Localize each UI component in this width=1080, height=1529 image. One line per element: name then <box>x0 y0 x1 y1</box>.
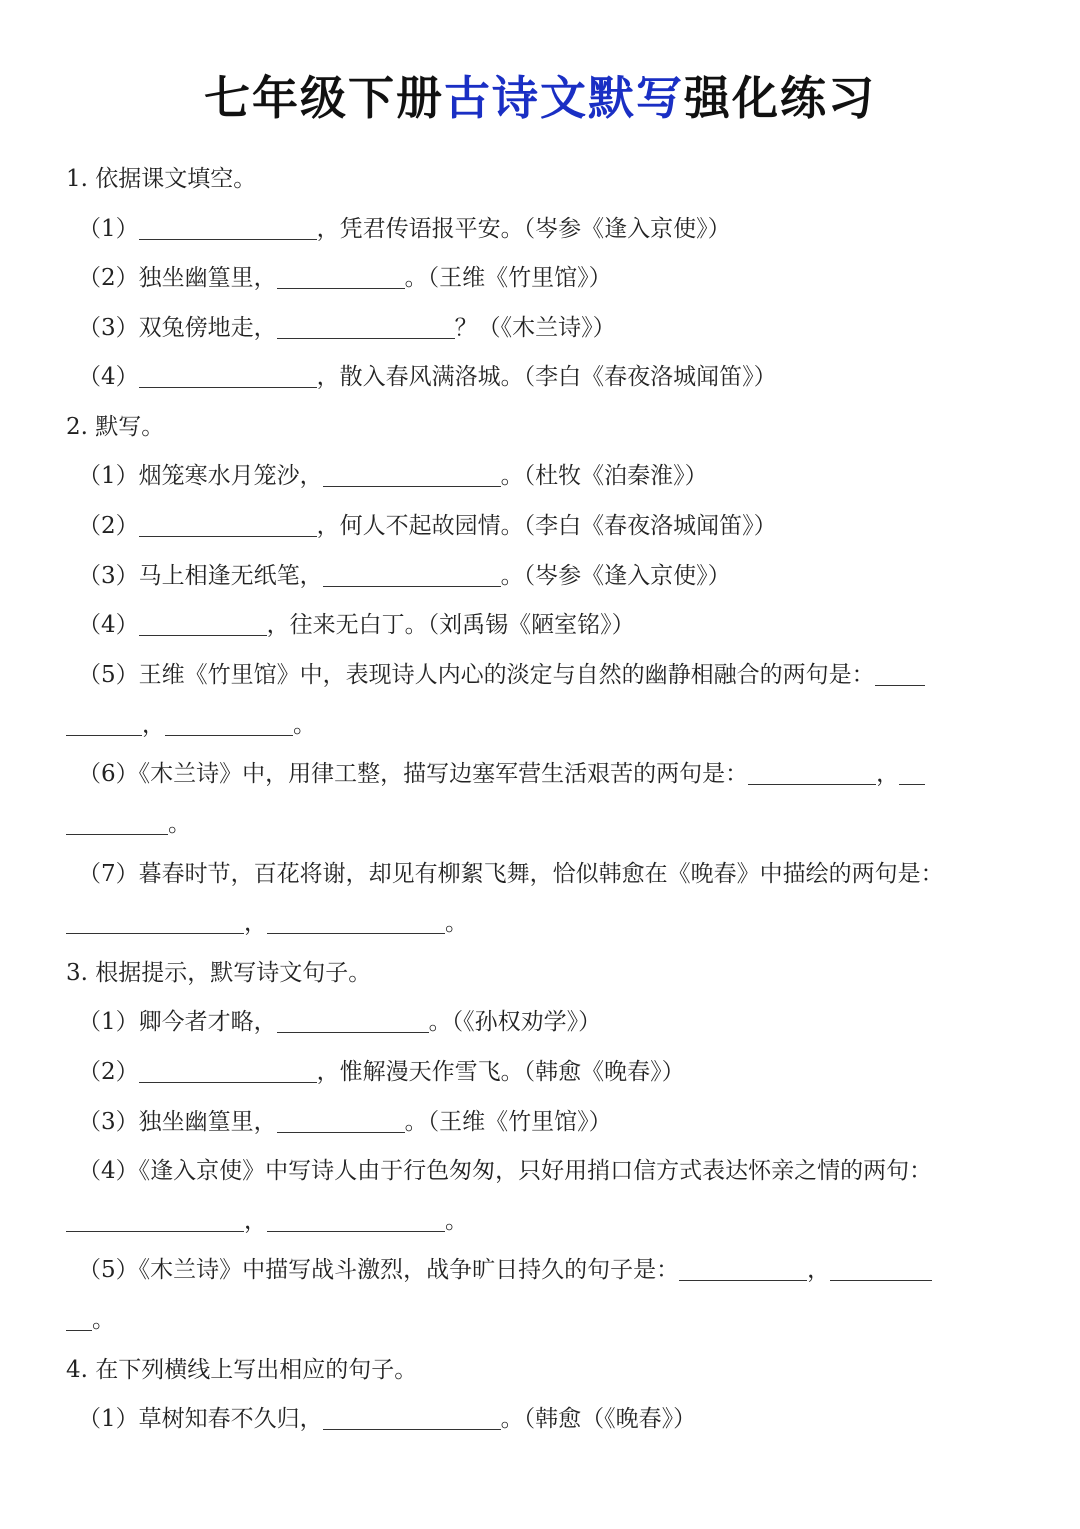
item-number: （1） <box>78 1009 139 1035</box>
question-item: （2） ，惟解漫天作雪飞。（韩愈《晚春》） <box>78 1059 685 1085</box>
item-number: （4） <box>78 364 139 390</box>
item-number: （2） <box>78 513 139 539</box>
question-item: （3）马上相逢无纸笔， 。（岑参《逢入京使》） <box>78 563 731 589</box>
answer-blank[interactable] <box>267 1209 445 1232</box>
question-continuation: ， 。 <box>66 706 1020 739</box>
question-item: （6）《木兰诗》中，用律工整，描写边塞军营生活艰苦的两句是： ， <box>78 755 1020 788</box>
item-number: （2） <box>78 265 139 291</box>
answer-blank[interactable] <box>267 911 445 934</box>
section-heading: 2. 默写。 <box>66 414 165 440</box>
question-continuation: ， 。 <box>66 904 1020 937</box>
item-number: （1） <box>78 216 139 242</box>
question-item: （2） ，何人不起故园情。（李白《春夜洛城闻笛》） <box>78 513 777 539</box>
answer-blank[interactable] <box>139 1060 317 1083</box>
answer-blank[interactable] <box>139 514 317 537</box>
section-heading: 3. 根据提示，默写诗文句子。 <box>66 960 372 986</box>
item-number: （1） <box>78 463 139 489</box>
item-number: （4） <box>78 1158 139 1184</box>
answer-blank[interactable] <box>323 464 501 487</box>
answer-blank[interactable] <box>139 217 317 240</box>
answer-blank[interactable] <box>323 564 501 587</box>
answer-blank[interactable] <box>66 1308 92 1331</box>
page-title <box>0 62 1080 128</box>
answer-blank[interactable] <box>277 316 455 339</box>
item-number: （5） <box>78 662 139 688</box>
answer-blank[interactable] <box>277 1010 429 1033</box>
question-item: （1）卿今者才略， 。（《孙权劝学》） <box>78 1009 602 1035</box>
question-item: （4） ，散入春风满洛城。（李白《春夜洛城闻笛》） <box>78 364 777 390</box>
answer-blank[interactable] <box>66 812 168 835</box>
answer-blank[interactable] <box>66 1209 244 1232</box>
question-continuation: 。 <box>66 805 1020 838</box>
item-number: （3） <box>78 563 139 589</box>
question-continuation: ， 。 <box>66 1202 1020 1235</box>
section-heading: 1. 依据课文填空。 <box>66 166 257 192</box>
question-item: （4） ，往来无白丁。（刘禹锡《陋室铭》） <box>78 612 635 638</box>
answer-blank[interactable] <box>277 266 405 289</box>
item-number: （7） <box>78 861 139 887</box>
item-number: （3） <box>78 1109 139 1135</box>
answer-blank[interactable] <box>830 1258 932 1281</box>
section-heading: 4. 在下列横线上写出相应的句子。 <box>66 1357 418 1383</box>
answer-blank[interactable] <box>277 1110 405 1133</box>
question-item: （5）《木兰诗》中描写战斗激烈，战争旷日持久的句子是： ， <box>78 1251 1020 1284</box>
item-number: （6） <box>78 761 139 787</box>
answer-blank[interactable] <box>899 762 925 785</box>
item-number: （2） <box>78 1059 139 1085</box>
answer-blank[interactable] <box>165 713 293 736</box>
answer-blank[interactable] <box>748 762 876 785</box>
question-continuation: 。 <box>66 1301 1020 1334</box>
question-item: （3）独坐幽篁里， 。（王维《竹里馆》） <box>78 1109 612 1135</box>
question-item: （4）《逢入京使》中写诗人由于行色匆匆，只好用捎口信方式表达怀亲之情的两句： <box>78 1158 933 1184</box>
answer-blank[interactable] <box>66 713 142 736</box>
title-accent: 古诗文默写 <box>444 71 684 125</box>
question-item: （7）暮春时节，百花将谢，却见有柳絮飞舞，恰似韩愈在《晚春》中描绘的两句是： <box>78 861 944 887</box>
item-number: （3） <box>78 315 139 341</box>
answer-blank[interactable] <box>139 365 317 388</box>
answer-blank[interactable] <box>139 613 267 636</box>
answer-blank[interactable] <box>323 1407 501 1430</box>
question-item: （1）烟笼寒水月笼沙， 。（杜牧《泊秦淮》） <box>78 463 708 489</box>
question-item: （3）双兔傍地走， ？（《木兰诗》） <box>78 315 616 341</box>
question-item: （5）王维《竹里馆》中，表现诗人内心的淡定与自然的幽静相融合的两句是： <box>78 656 1020 689</box>
answer-blank[interactable] <box>679 1258 807 1281</box>
title-main: 七年级下册 <box>204 71 444 125</box>
item-number: （1） <box>78 1406 139 1432</box>
question-item: （2）独坐幽篁里， 。（王维《竹里馆》） <box>78 265 612 291</box>
question-item: （1） ，凭君传语报平安。（岑参《逢入京使》） <box>78 216 731 242</box>
answer-blank[interactable] <box>875 663 925 686</box>
answer-blank[interactable] <box>66 911 244 934</box>
item-number: （5） <box>78 1257 139 1283</box>
item-number: （4） <box>78 612 139 638</box>
title-tail: 强化练习 <box>684 71 876 125</box>
question-item: （1）草树知春不久归， 。（韩愈（《晚春》） <box>78 1406 697 1432</box>
